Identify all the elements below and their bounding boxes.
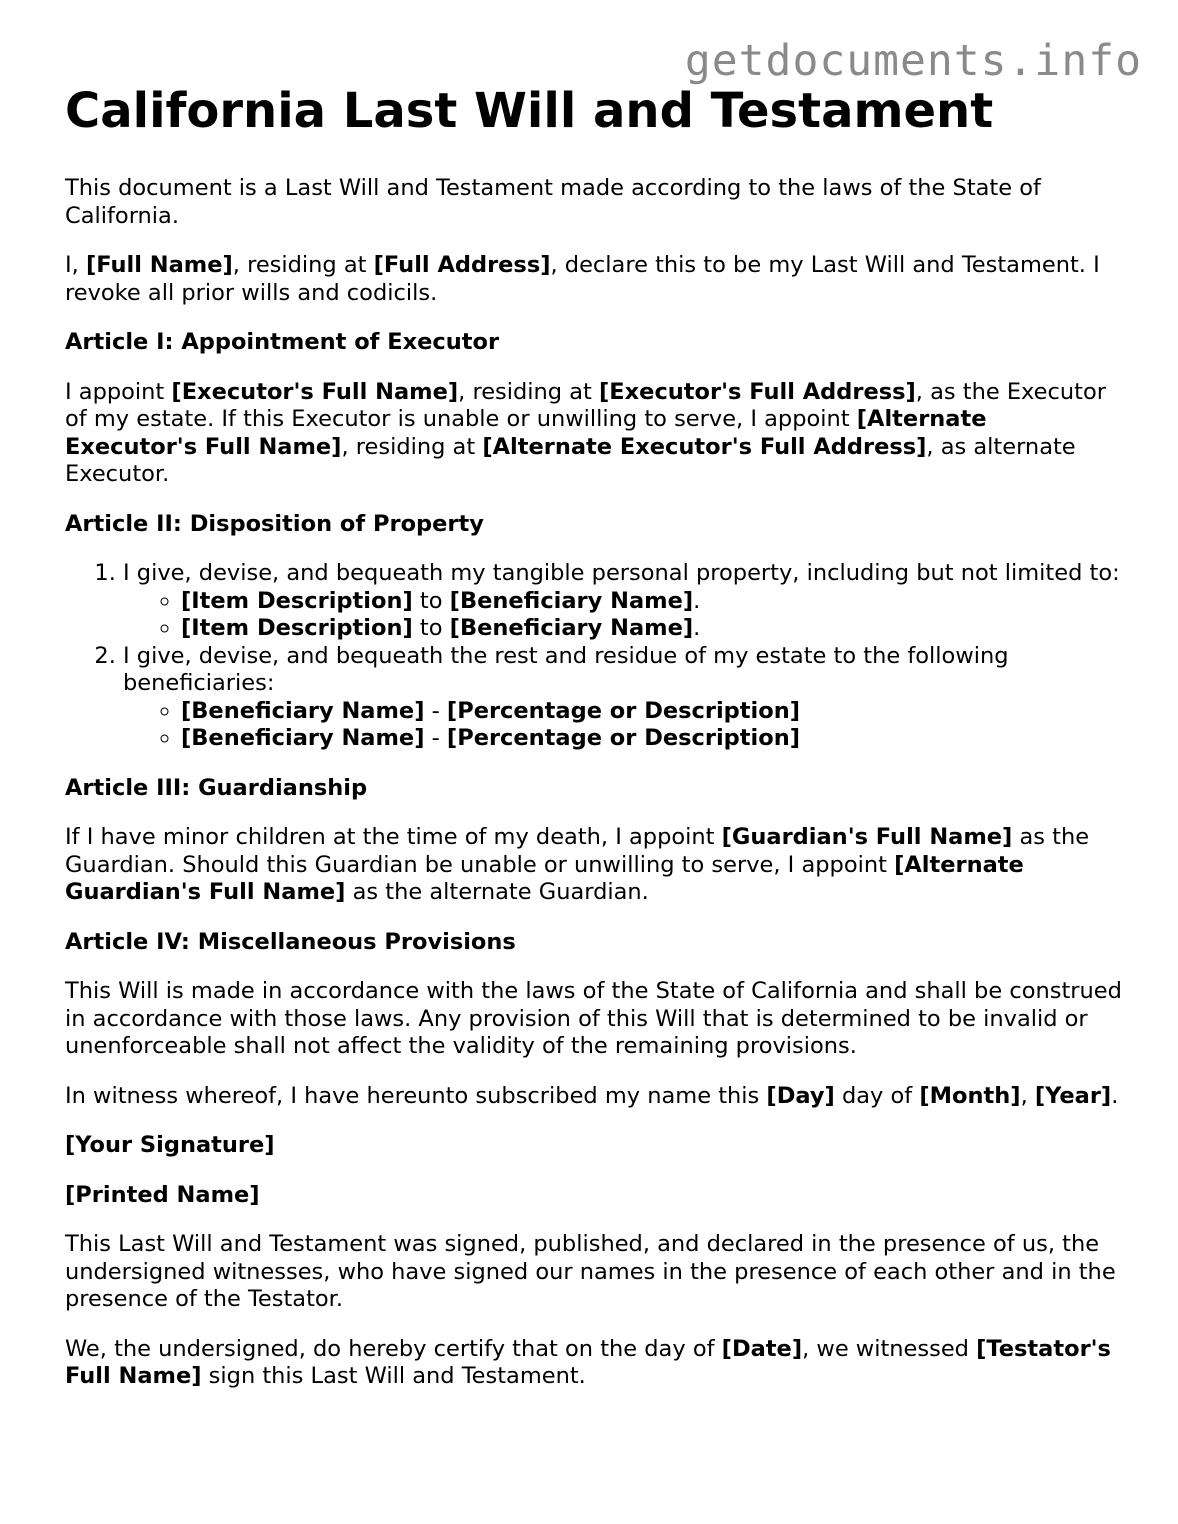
- attestation-paragraph: This Last Will and Testament was signed, published, and declared in the presence of us, the undersigned witnesses, who have signed our names in the presence of each other and in the presence of the Testator.: [65, 1231, 1116, 1313]
- item-description-placeholder: [Item Description]: [181, 615, 413, 642]
- executor-address-placeholder: [Executor's Full Address]: [599, 378, 916, 405]
- witness-text-1: In witness whereof, I have hereunto subscribed my name this: [65, 1082, 767, 1109]
- percentage-placeholder: [Percentage or Description]: [446, 725, 801, 752]
- residue-sublist: [123, 698, 1125, 753]
- percentage-placeholder: [Percentage or Description]: [446, 697, 801, 724]
- property-list-item: [123, 643, 1125, 753]
- tangible-property-sublist: [123, 588, 1125, 643]
- article-4-heading: Article IV: Miscellaneous Provisions: [65, 928, 516, 955]
- beneficiary-name-placeholder: [Beneficiary Name]: [449, 615, 694, 642]
- day-placeholder: [Day]: [766, 1082, 835, 1109]
- witness-text-4: .: [1111, 1082, 1119, 1109]
- residue-item: [181, 725, 1125, 753]
- guardian-name-placeholder: [Guardian's Full Name]: [721, 824, 1013, 851]
- date-placeholder: [Date]: [721, 1335, 803, 1362]
- document-page: [65, 84, 1125, 1413]
- article-1-text-2: , residing at: [458, 378, 600, 405]
- bequest-end: .: [693, 615, 701, 642]
- residue-separator: -: [424, 697, 447, 724]
- intro-paragraph: This document is a Last Will and Testament made according to the laws of the State of California.: [65, 175, 1041, 229]
- article-3-text-3: as the alternate Guardian.: [345, 879, 649, 906]
- month-placeholder: [Month]: [919, 1082, 1021, 1109]
- alt-executor-address-placeholder: [Alternate Executor's Full Address]: [482, 433, 927, 460]
- article-3-paragraph: [65, 824, 1125, 907]
- document-title: California Last Will and Testament: [65, 83, 994, 139]
- certification-text-2: , we witnessed: [802, 1335, 977, 1362]
- watermark: getdocuments.info: [684, 36, 1142, 86]
- declaration-text-2: , residing at: [232, 252, 374, 279]
- bequest-separator: to: [412, 615, 450, 642]
- declaration-paragraph: [65, 252, 1125, 307]
- residue-text: I give, devise, and bequeath the rest and residue of my estate to the following beneficiaries:: [123, 642, 1009, 697]
- article-3-heading: Article III: Guardianship: [65, 774, 368, 801]
- full-address-placeholder: [Full Address]: [373, 252, 551, 279]
- property-list: [65, 560, 1125, 753]
- witness-clause: [65, 1083, 1125, 1111]
- certification-paragraph: [65, 1336, 1125, 1391]
- residue-separator: -: [424, 725, 447, 752]
- declaration-text-1: I,: [65, 252, 86, 279]
- article-3-text-2: as the Guardian. Should this Guardian be unable or unwilling to serve, I appoint: [65, 824, 1090, 878]
- executor-name-placeholder: [Executor's Full Name]: [171, 378, 459, 405]
- article-1-text-4: , residing at: [341, 433, 483, 460]
- alt-guardian-name-placeholder: [Alternate Guardian's Full Name]: [65, 851, 1024, 906]
- full-name-placeholder: [Full Name]: [85, 252, 233, 279]
- declaration-text-3: , declare this to be my Last Will and Testament. I revoke all prior wills and codicils.: [65, 252, 1100, 306]
- certification-text-1: We, the undersigned, do hereby certify that on the day of: [65, 1335, 722, 1362]
- bequest-separator: to: [412, 587, 450, 614]
- article-4-paragraph: This Will is made in accordance with the laws of the State of California and shall be construed in accordance with those laws. Any provision of this Will that is determined to be invalid or unenforceable shall not affect the validity of the remaining provisions.: [65, 978, 1122, 1060]
- witness-text-3: ,: [1020, 1082, 1035, 1109]
- item-description-placeholder: [Item Description]: [181, 587, 413, 614]
- testator-name-placeholder: [Testator's Full Name]: [65, 1335, 1111, 1390]
- article-1-text-1: I appoint: [65, 378, 172, 405]
- beneficiary-name-placeholder: [Beneficiary Name]: [449, 587, 694, 614]
- certification-text-3: sign this Last Will and Testament.: [201, 1363, 586, 1390]
- beneficiary-name-placeholder: [Beneficiary Name]: [181, 725, 425, 752]
- residue-item: [181, 698, 1125, 726]
- article-3-text-1: If I have minor children at the time of my death, I appoint: [65, 824, 722, 851]
- property-list-item: [123, 560, 1125, 643]
- article-1-heading: Article I: Appointment of Executor: [65, 329, 500, 356]
- bequest-item: [181, 588, 1125, 616]
- bequest-item: [181, 615, 1125, 643]
- year-placeholder: [Year]: [1034, 1082, 1112, 1109]
- article-1-text-3: , as the Executor of my estate. If this Executor is unable or unwilling to serve, I appoint: [65, 378, 1106, 433]
- beneficiary-name-placeholder: [Beneficiary Name]: [181, 697, 425, 724]
- article-1-text-5: , as alternate Executor.: [65, 433, 1076, 488]
- bequest-end: .: [693, 587, 701, 614]
- printed-name-placeholder: [Printed Name]: [65, 1181, 260, 1208]
- alt-executor-name-placeholder: [Alternate Executor's Full Name]: [65, 406, 987, 460]
- signature-placeholder: [Your Signature]: [65, 1132, 275, 1159]
- witness-text-2: day of: [834, 1082, 920, 1109]
- tangible-property-text: I give, devise, and bequeath my tangible personal property, including but not limited to:: [123, 560, 1120, 587]
- article-2-heading: Article II: Disposition of Property: [65, 510, 484, 537]
- article-1-paragraph: [65, 379, 1125, 489]
